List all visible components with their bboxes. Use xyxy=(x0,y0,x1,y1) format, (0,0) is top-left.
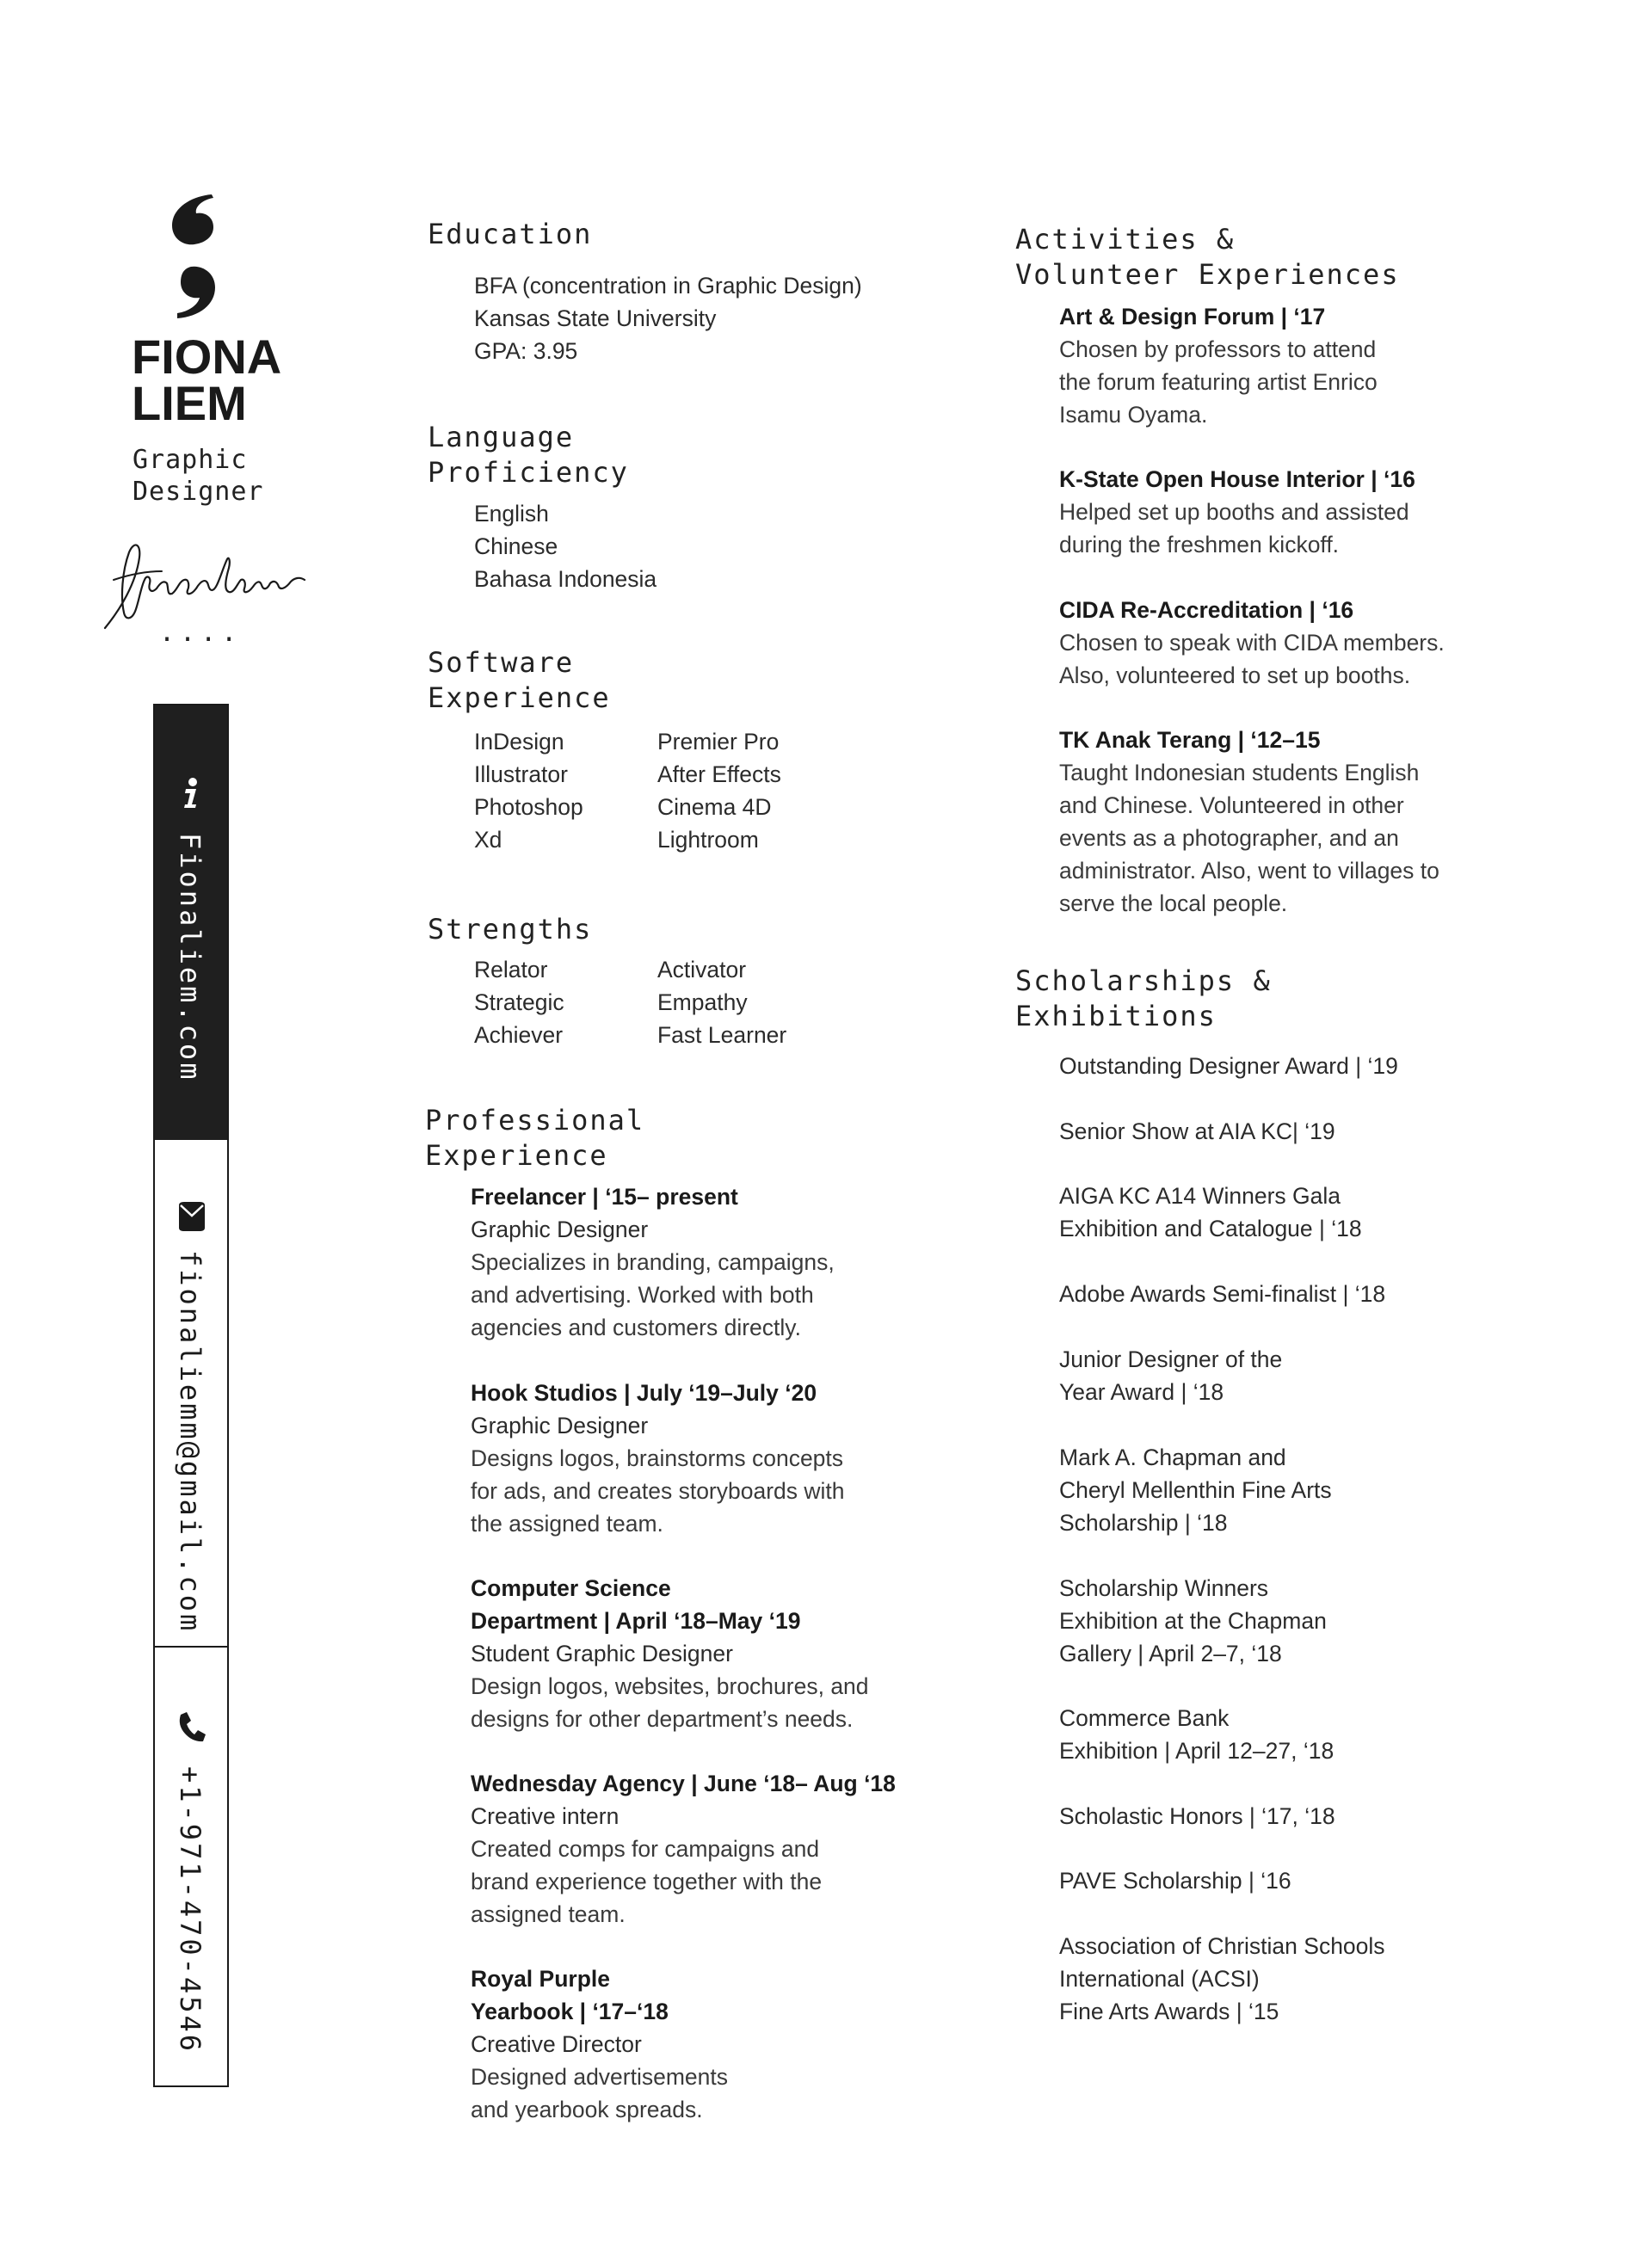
education-gpa: GPA: 3.95 xyxy=(474,338,578,364)
experience-title xyxy=(425,1103,644,1174)
job-heading: Department | April ‘18–May ‘19 xyxy=(471,1608,801,1634)
activity-heading: K-State Open House Interior | ‘16 xyxy=(1059,466,1415,492)
strength-item: Empathy xyxy=(657,989,748,1015)
name-first: FIONA xyxy=(132,330,282,384)
job-heading: Yearbook | ‘17–‘18 xyxy=(471,1999,669,2024)
job-heading: Freelancer | ‘15– present xyxy=(471,1184,738,1210)
contact-website[interactable] xyxy=(155,705,227,1140)
activity-description: and Chinese. Volunteered in other xyxy=(1059,792,1404,818)
software-list-col1 xyxy=(474,725,583,856)
language-item: Bahasa Indonesia xyxy=(474,566,657,592)
decorative-dots: .... xyxy=(159,618,243,648)
job-description: designs for other department’s needs. xyxy=(471,1706,854,1732)
activities-title-line1: Activities & xyxy=(1015,223,1236,256)
software-title-line2: Experience xyxy=(428,681,611,714)
email-link[interactable]: fionaliemm@gmail.com xyxy=(174,1250,206,1634)
job-entry xyxy=(471,1962,728,2126)
scholarship-item xyxy=(1059,1180,1362,1245)
scholarships-title-line2: Exhibitions xyxy=(1015,1000,1217,1032)
scholarship-item xyxy=(1059,1572,1327,1670)
scholarships-title-line1: Scholarships & xyxy=(1015,964,1272,997)
job-description: and advertising. Worked with both xyxy=(471,1282,814,1308)
job-description: brand experience together with the xyxy=(471,1869,823,1894)
activity-entry xyxy=(1059,463,1415,561)
activity-entry xyxy=(1059,300,1378,431)
contact-bar xyxy=(153,704,229,2087)
activity-description: Taught Indonesian students English xyxy=(1059,760,1420,785)
job-entry xyxy=(471,1377,845,1540)
name-last: LIEM xyxy=(132,376,247,430)
scholarship-line: Scholarship Winners xyxy=(1059,1575,1269,1601)
software-list-col2 xyxy=(657,725,781,856)
activity-heading: TK Anak Terang | ‘12–15 xyxy=(1059,727,1321,753)
scholarship-line: Outstanding Designer Award | ‘19 xyxy=(1059,1053,1398,1079)
education-school: Kansas State University xyxy=(474,305,717,331)
software-item: Xd xyxy=(474,827,502,853)
scholarship-line: Scholarship | ‘18 xyxy=(1059,1510,1228,1536)
scholarship-item xyxy=(1059,1441,1332,1539)
scholarship-item xyxy=(1059,1343,1282,1408)
education-title: Education xyxy=(428,218,593,250)
job-entry xyxy=(471,1572,869,1735)
activity-description: Helped set up booths and assisted xyxy=(1059,499,1409,525)
job-heading: Computer Science xyxy=(471,1575,671,1601)
job-heading: Royal Purple xyxy=(471,1966,610,1992)
job-description: and yearbook spreads. xyxy=(471,2097,703,2122)
job-entry xyxy=(471,1180,835,1344)
software-item: Cinema 4D xyxy=(657,794,772,820)
scholarship-line: Junior Designer of the xyxy=(1059,1346,1283,1372)
scholarship-item xyxy=(1059,1930,1385,2028)
strength-item: Fast Learner xyxy=(657,1022,787,1048)
software-title-line1: Software xyxy=(428,646,575,679)
strengths-title: Strengths xyxy=(428,913,593,946)
activity-description: Chosen to speak with CIDA members. xyxy=(1059,630,1445,656)
job-role: Creative intern xyxy=(471,1803,620,1829)
phone-icon xyxy=(174,1709,208,1744)
job-description: Created comps for campaigns and xyxy=(471,1836,820,1862)
job-description: Designs logos, brainstorms concepts xyxy=(471,1445,844,1471)
activity-description: administrator. Also, went to villages to xyxy=(1059,858,1439,884)
job-entry xyxy=(471,1767,896,1931)
job-role: Creative Director xyxy=(471,2031,642,2057)
scholarship-line: AIGA KC A14 Winners Gala xyxy=(1059,1183,1341,1209)
scholarship-line: Association of Christian Schools xyxy=(1059,1933,1385,1959)
language-title xyxy=(428,420,629,490)
website-link[interactable]: Fionaliem.com xyxy=(174,833,206,1082)
strength-item: Achiever xyxy=(474,1022,564,1048)
job-description: the assigned team. xyxy=(471,1511,663,1537)
language-title-line1: Language xyxy=(428,421,575,453)
experience-title-line1: Professional xyxy=(425,1104,645,1137)
contact-phone[interactable] xyxy=(155,1648,227,2085)
software-item: InDesign xyxy=(474,729,564,755)
scholarship-line: Fine Arts Awards | ‘15 xyxy=(1059,1999,1279,2024)
experience-title-line2: Experience xyxy=(425,1139,608,1172)
job-heading: Hook Studios | July ‘19–July ‘20 xyxy=(471,1380,817,1406)
activity-description: Also, volunteered to set up booths. xyxy=(1059,662,1411,688)
logo-quote-icon xyxy=(165,191,225,320)
language-item: English xyxy=(474,501,549,527)
strength-item: Activator xyxy=(657,957,747,983)
scholarship-item xyxy=(1059,1702,1334,1767)
strengths-list-col1 xyxy=(474,953,564,1051)
scholarship-line: Gallery | April 2–7, ‘18 xyxy=(1059,1641,1282,1666)
activities-title xyxy=(1015,222,1400,293)
job-role: Graphic Designer xyxy=(471,1413,649,1438)
phone-number[interactable]: +1-971-470-4546 xyxy=(174,1766,206,2054)
job-description: Design logos, websites, brochures, and xyxy=(471,1673,869,1699)
scholarship-line: Exhibition and Catalogue | ‘18 xyxy=(1059,1216,1362,1241)
job-description: for ads, and creates storyboards with xyxy=(471,1478,845,1504)
software-item: Photoshop xyxy=(474,794,583,820)
job-description: Specializes in branding, campaigns, xyxy=(471,1249,835,1275)
language-list xyxy=(474,497,656,595)
activity-entry xyxy=(1059,724,1439,920)
activity-description: during the freshmen kickoff. xyxy=(1059,532,1340,558)
scholarship-line: Exhibition at the Chapman xyxy=(1059,1608,1327,1634)
job-title xyxy=(133,444,264,508)
activity-entry xyxy=(1059,594,1445,692)
software-title xyxy=(428,645,611,716)
scholarship-line: International (ACSI) xyxy=(1059,1966,1260,1992)
activity-heading: CIDA Re-Accreditation | ‘16 xyxy=(1059,597,1354,623)
job-description: Designed advertisements xyxy=(471,2064,729,2090)
scholarship-line: PAVE Scholarship | ‘16 xyxy=(1059,1868,1291,1894)
language-item: Chinese xyxy=(474,533,558,559)
job-description: agencies and customers directly. xyxy=(471,1315,801,1340)
scholarships-title xyxy=(1015,964,1272,1034)
activity-heading: Art & Design Forum | ‘17 xyxy=(1059,304,1326,330)
job-title-line1: Graphic xyxy=(133,445,248,475)
scholarship-item xyxy=(1059,1800,1335,1833)
scholarship-line: Mark A. Chapman and xyxy=(1059,1445,1286,1470)
mail-icon xyxy=(174,1198,208,1233)
scholarship-item xyxy=(1059,1864,1291,1897)
scholarship-line: Senior Show at AIA KC| ‘19 xyxy=(1059,1118,1335,1144)
software-item: Lightroom xyxy=(657,827,759,853)
activity-description: the forum featuring artist Enrico xyxy=(1059,369,1378,395)
scholarship-line: Cheryl Mellenthin Fine Arts xyxy=(1059,1477,1332,1503)
scholarship-item xyxy=(1059,1050,1398,1082)
scholarship-line: Commerce Bank xyxy=(1059,1705,1230,1731)
scholarship-line: Year Award | ‘18 xyxy=(1059,1379,1224,1405)
activities-title-line2: Volunteer Experiences xyxy=(1015,258,1400,291)
software-item: Illustrator xyxy=(474,761,568,787)
strength-item: Relator xyxy=(474,957,548,983)
scholarship-item xyxy=(1059,1278,1385,1310)
education-details xyxy=(474,269,862,367)
language-title-line2: Proficiency xyxy=(428,456,629,489)
activity-description: serve the local people. xyxy=(1059,890,1288,916)
info-icon xyxy=(174,776,208,810)
person-name xyxy=(132,330,282,430)
scholarship-line: Exhibition | April 12–27, ‘18 xyxy=(1059,1738,1335,1764)
job-role: Student Graphic Designer xyxy=(471,1641,733,1666)
strength-item: Strategic xyxy=(474,989,564,1015)
activity-description: Isamu Oyama. xyxy=(1059,402,1208,428)
job-description: assigned team. xyxy=(471,1901,626,1927)
scholarship-line: Scholastic Honors | ‘17, ‘18 xyxy=(1059,1803,1335,1829)
education-degree: BFA (concentration in Graphic Design) xyxy=(474,273,862,299)
software-item: After Effects xyxy=(657,761,781,787)
job-heading: Wednesday Agency | June ‘18– Aug ‘18 xyxy=(471,1771,896,1796)
strengths-list-col2 xyxy=(657,953,786,1051)
scholarship-line: Adobe Awards Semi-finalist | ‘18 xyxy=(1059,1281,1386,1307)
activity-description: Chosen by professors to attend xyxy=(1059,336,1377,362)
job-title-line2: Designer xyxy=(133,477,264,507)
job-role: Graphic Designer xyxy=(471,1217,649,1242)
software-item: Premier Pro xyxy=(657,729,780,755)
activity-description: events as a photographer, and an xyxy=(1059,825,1399,851)
contact-email[interactable] xyxy=(155,1140,227,1648)
scholarship-item xyxy=(1059,1115,1335,1148)
